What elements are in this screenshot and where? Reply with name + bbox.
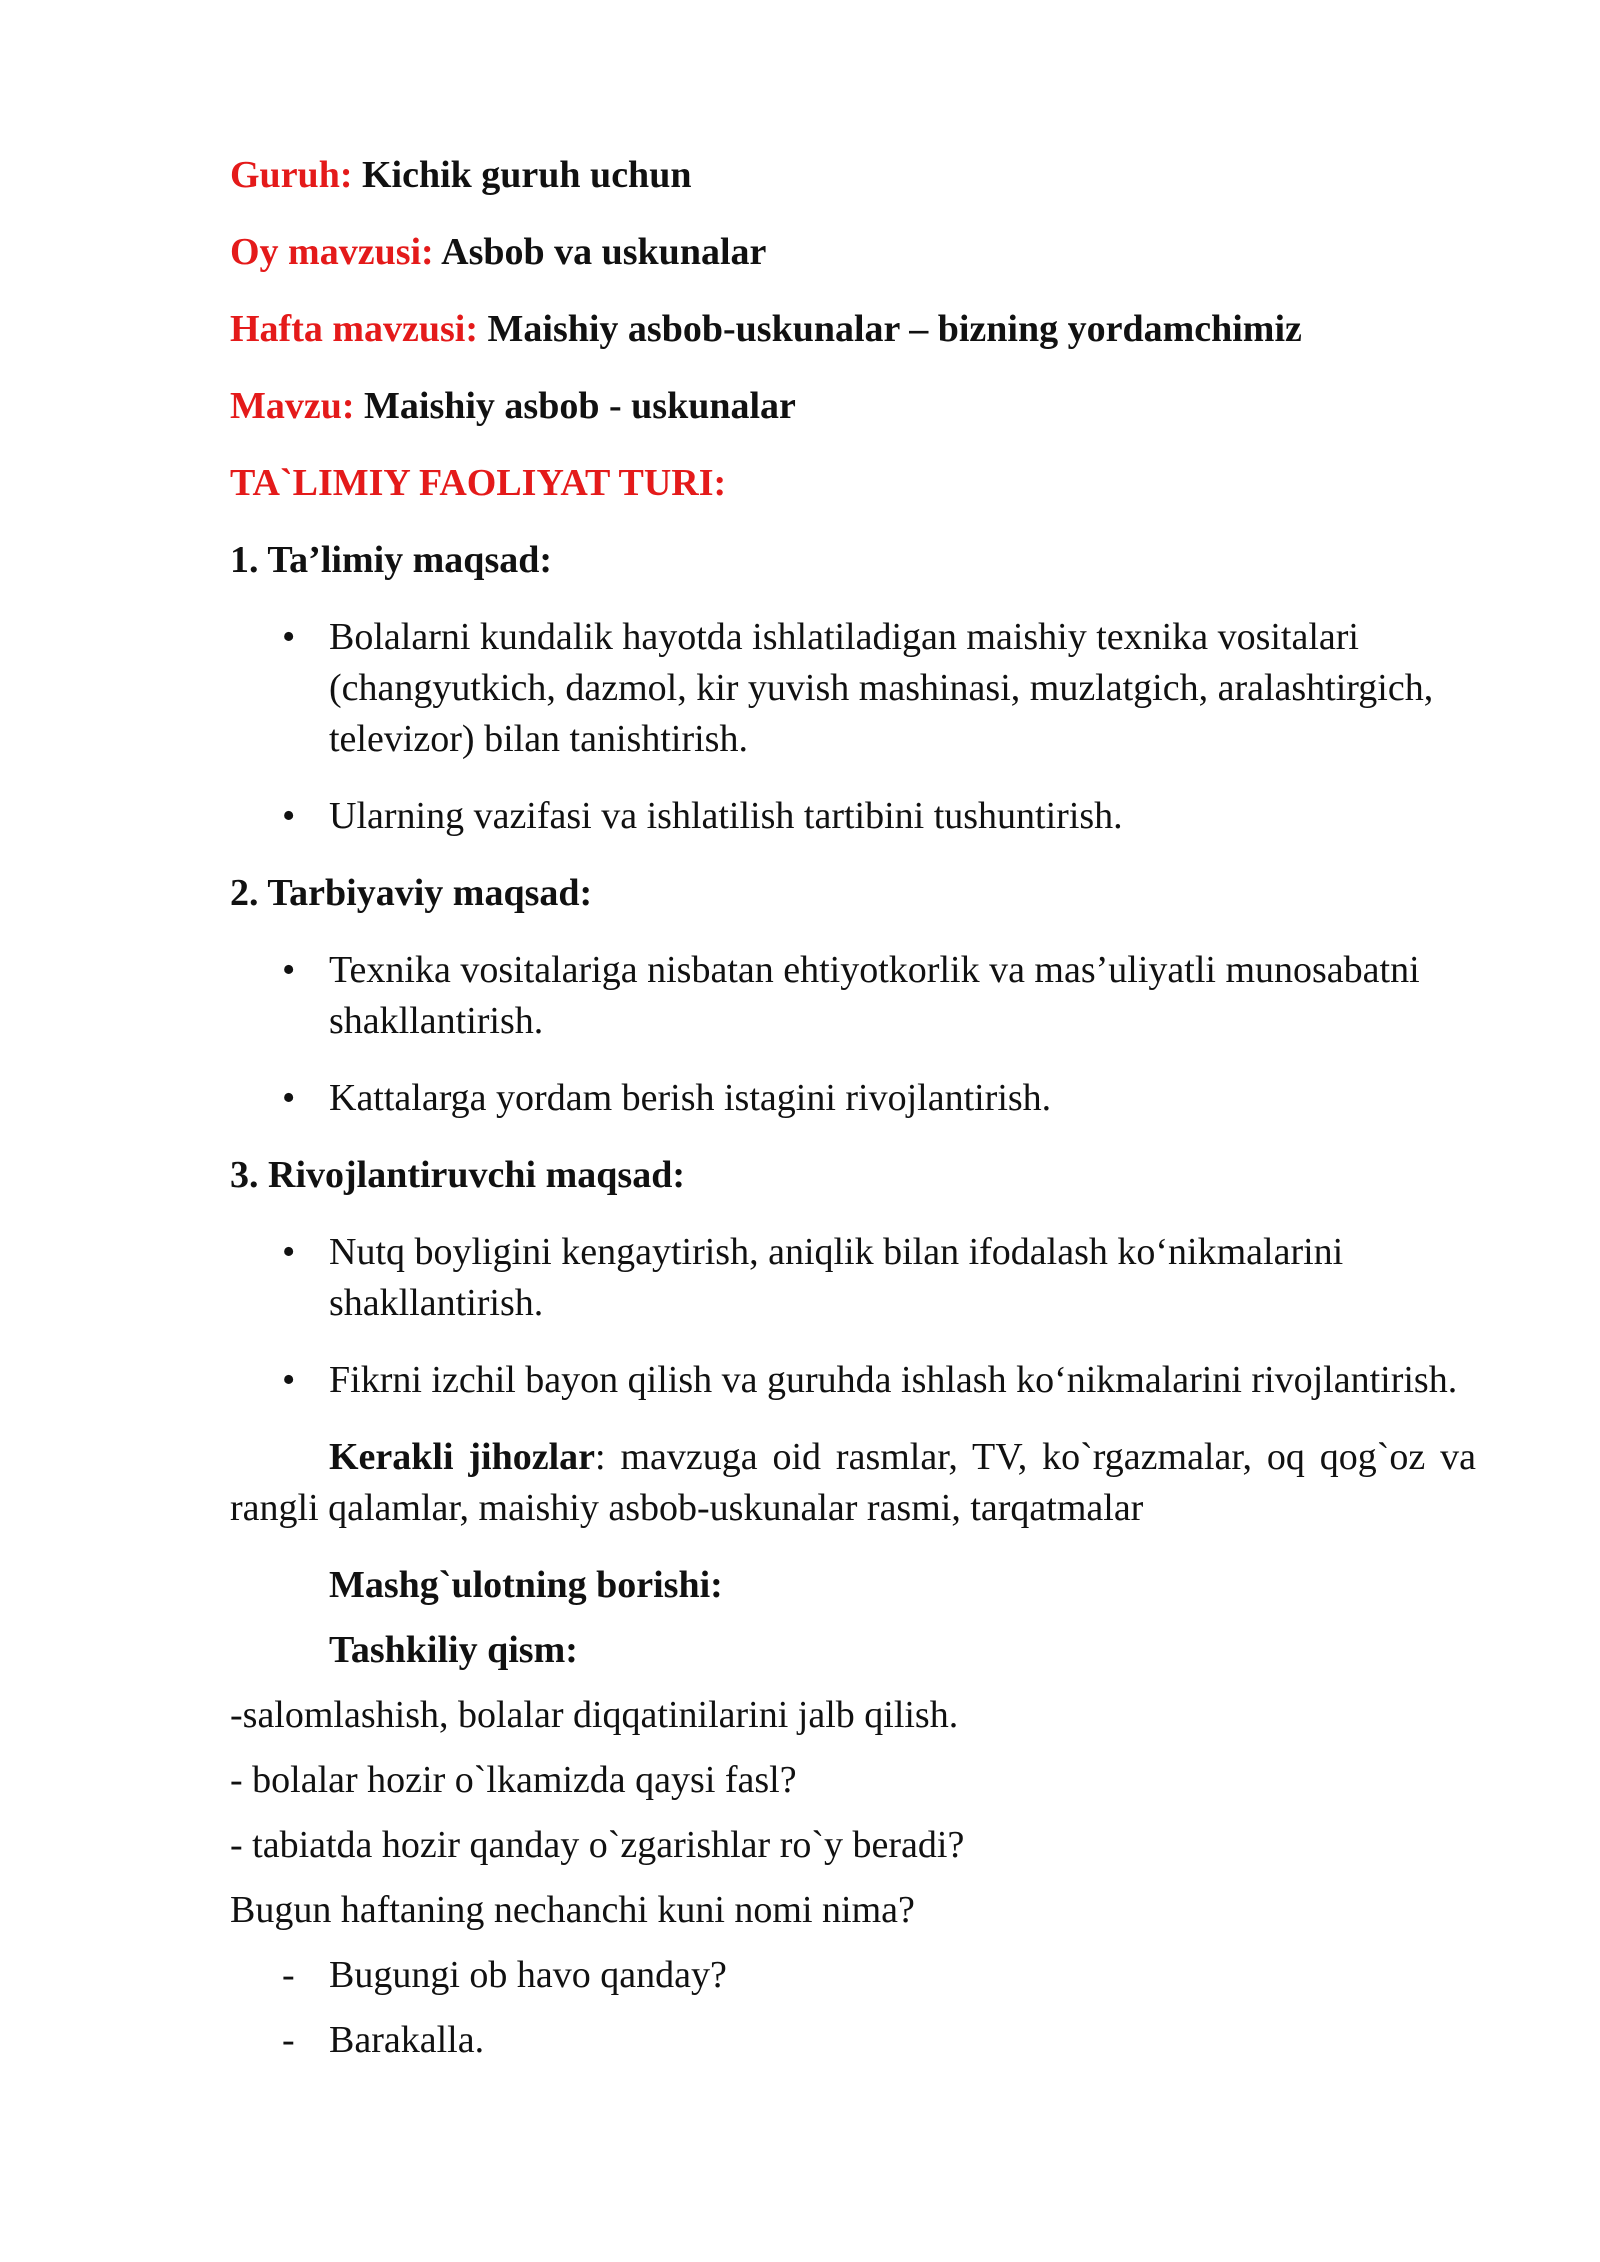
group-value: Kichik guruh uchun	[361, 154, 692, 196]
topic-label: Mavzu:	[230, 385, 355, 427]
topic-line	[230, 381, 1476, 432]
dash-list-item	[230, 1950, 1476, 2001]
dash-list-item-text: Barakalla.	[329, 2019, 485, 2061]
list-item	[230, 945, 1476, 1047]
dialogue-line: - tabiatda hozir qanday o`zgarishlar ro`y beradi?	[230, 1824, 965, 1866]
month-topic-line	[230, 227, 1476, 278]
equipment-paragraph	[230, 1432, 1476, 1534]
progress-heading: Mashg`ulotning borishi:	[329, 1564, 723, 1606]
bullet-marker: •	[282, 1231, 296, 1273]
bullet-marker: •	[282, 949, 296, 991]
bullet-marker: •	[282, 616, 296, 658]
month-topic-label: Oy mavzusi:	[230, 231, 434, 273]
dash-list-item-text: Bugungi ob havo qanday?	[329, 1954, 727, 1996]
dialogue-line: - bolalar hozir o`lkamizda qaysi fasl?	[230, 1759, 797, 1801]
list-item-text: Ularning vazifasi va ishlatilish tartibini tushuntirish.	[329, 795, 1123, 837]
list-item	[230, 1227, 1476, 1329]
section-title: TA`LIMIY FAOLIYAT TURI:	[230, 462, 727, 504]
dash-marker: -	[282, 1954, 295, 1996]
week-topic-label: Hafta mavzusi:	[230, 308, 479, 350]
document-content	[230, 150, 1476, 2080]
list-item	[230, 1073, 1476, 1124]
bullet-marker: •	[282, 795, 296, 837]
goal-heading-upbringing: 2. Tarbiyaviy maqsad:	[230, 872, 593, 914]
dash-list-item	[230, 2015, 1476, 2066]
list-item-text: Texnika vositalariga nisbatan ehtiyotkorlik va mas’uliyatli munosabatni shakllantirish.	[329, 949, 1420, 1042]
week-topic-line	[230, 304, 1476, 355]
equipment-label: Kerakli jihozlar	[329, 1436, 596, 1478]
bullet-marker: •	[282, 1077, 296, 1119]
equipment-text: : mavzuga oid rasmlar, TV, ko`rgazmalar, oq qog`oz va rangli qalamlar, maishiy asbob-uskunalar rasmi, tarqatmalar	[230, 1436, 1476, 1529]
topic-value: Maishiy asbob - uskunalar	[364, 385, 796, 427]
week-topic-value: Maishiy asbob-uskunalar – bizning yordamchimiz	[487, 308, 1302, 350]
organizational-heading: Tashkiliy qism:	[329, 1629, 578, 1671]
bullet-marker: •	[282, 1359, 296, 1401]
list-item-text: Bolalarni kundalik hayotda ishlatiladigan maishiy texnika vositalari (changyutkich, dazmol, kir yuvish mashinasi, muzlatgich, aralashtirgich, televizor) bilan tanishtirish.	[329, 616, 1434, 760]
list-item	[230, 791, 1476, 842]
goal-heading-developmental: 3. Rivojlantiruvchi maqsad:	[230, 1154, 685, 1196]
dialogue-line: -salomlashish, bolalar diqqatinilarini jalb qilish.	[230, 1694, 959, 1736]
list-item-text: Fikrni izchil bayon qilish va guruhda ishlash ko‘nikmalarini rivojlantirish.	[329, 1359, 1458, 1401]
month-topic-value: Asbob va uskunalar	[441, 231, 767, 273]
dash-marker: -	[282, 2019, 295, 2061]
goal-heading-educational: 1. Ta’limiy maqsad:	[230, 539, 553, 581]
group-label: Guruh:	[230, 154, 353, 196]
group-line	[230, 150, 1476, 201]
list-item	[230, 612, 1476, 765]
list-item-text: Kattalarga yordam berish istagini rivojlantirish.	[329, 1077, 1052, 1119]
dialogue-line: Bugun haftaning nechanchi kuni nomi nima?	[230, 1889, 915, 1931]
list-item	[230, 1355, 1476, 1406]
list-item-text: Nutq boyligini kengaytirish, aniqlik bilan ifodalash ko‘nikmalarini shakllantirish.	[329, 1231, 1344, 1324]
